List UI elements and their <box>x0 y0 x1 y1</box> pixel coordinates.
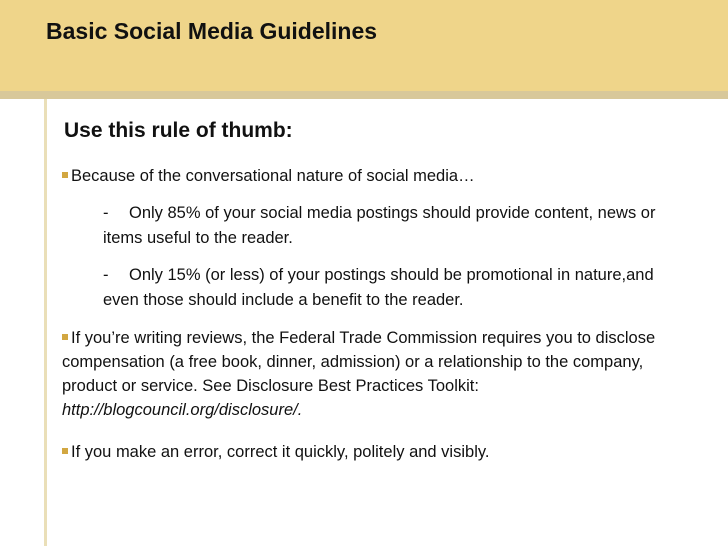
bullet-item <box>62 326 672 422</box>
sub-item-text: Only 15% (or less) of your postings should be promotional in nature,and even those should include a benefit to the reader. <box>103 266 654 309</box>
bullet-square-icon <box>62 334 68 340</box>
bullet-text: If you’re writing reviews, the Federal Trade Commission requires you to disclose compensation (a free book, dinner, admission) or a relationship to the company, product or service. See Disclosure Best Practices Toolkit: <box>62 329 656 395</box>
sub-item-text: Only 85% of your social media postings should provide content, news or items useful to the reader. <box>103 204 656 247</box>
bullet-square-icon <box>62 448 68 454</box>
slide-title: Basic Social Media Guidelines <box>46 18 378 44</box>
header-divider <box>0 91 728 99</box>
header-band <box>0 0 728 91</box>
dash-marker: - <box>103 204 109 222</box>
bullet-text: Because of the conversational nature of social media… <box>71 167 475 185</box>
bullet-square-icon <box>62 172 68 178</box>
bullet-item <box>62 440 682 464</box>
disclosure-link[interactable]: http://blogcouncil.org/disclosure/. <box>62 401 303 419</box>
section-heading: Use this rule of thumb: <box>64 119 293 142</box>
bullet-item <box>62 164 682 188</box>
bullet-text: If you make an error, correct it quickly, politely and visibly. <box>71 443 490 461</box>
sub-item <box>103 263 663 313</box>
sub-item <box>103 201 663 251</box>
dash-marker: - <box>103 266 109 284</box>
content-frame-line <box>44 99 47 546</box>
